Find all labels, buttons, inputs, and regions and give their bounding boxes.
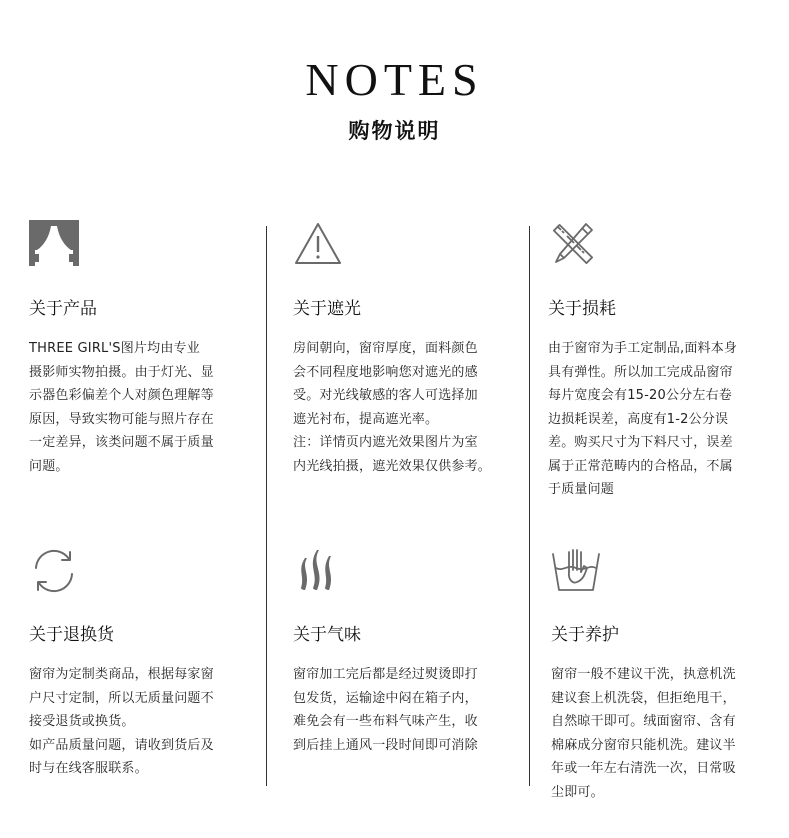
body-line: 受。对光线敏感的客人可选择加 <box>293 388 478 403</box>
cell-heading: 关于产品 <box>29 299 97 319</box>
cell-heading: 关于遮光 <box>293 299 361 319</box>
body-line: 每片宽度会有15-20公分左右卷 <box>548 388 732 403</box>
body-line: 属于正常范畴内的合格品，不属 <box>548 458 733 474</box>
body-line: 摄影师实物拍摄。由于灯光、显 <box>29 364 214 380</box>
body-line: 内光线拍摄，遮光效果仅供参考。 <box>293 458 492 474</box>
cell-heading: 关于损耗 <box>548 299 616 319</box>
warning-icon <box>293 220 343 270</box>
cell-body <box>29 663 254 781</box>
cell-body <box>293 337 518 478</box>
body-line: 问题。 <box>29 458 69 474</box>
body-line: 棉麻成分窗帘只能机洗。建议半 <box>551 737 736 753</box>
page-subtitle: 购物说明 <box>348 119 441 143</box>
body-line: 于质量问题 <box>548 482 615 497</box>
divider-line-2 <box>529 226 530 786</box>
body-line: 由于窗帘为手工定制品,面料本身 <box>548 341 738 356</box>
ruler-pencil-icon <box>548 220 598 270</box>
cell-heading: 关于退换货 <box>29 625 114 645</box>
body-line: 一定差异，该类问题不属于质量 <box>29 435 214 450</box>
body-line: 窗帘一般不建议干洗，执意机洗 <box>551 667 736 682</box>
curtain-icon <box>29 220 79 270</box>
body-line: 示器色彩偏差个人对颜色理解等 <box>29 388 214 403</box>
cell-heading: 关于气味 <box>293 625 361 645</box>
body-line: 如产品质量问题，请收到货后及 <box>29 737 214 753</box>
body-line: 房间朝向，窗帘厚度，面料颜色 <box>293 341 478 356</box>
body-line: 到后挂上通风一段时间即可消除 <box>293 737 478 753</box>
body-line: 包发货，运输途中闷在箱子内， <box>293 690 478 706</box>
body-line: 遮光衬布，提高遮光率。 <box>293 411 439 427</box>
exchange-icon <box>29 546 79 596</box>
body-line: 接受退货或换货。 <box>29 714 135 729</box>
hand-wash-icon <box>551 546 601 596</box>
page-title: NOTES <box>305 54 484 105</box>
cell-body <box>293 663 518 757</box>
divider-line-1 <box>266 226 267 786</box>
body-line: 具有弹性。所以加工完成品窗帘 <box>548 364 733 380</box>
body-line: 时与在线客服联系。 <box>29 761 148 776</box>
body-line: 原因，导致实物可能与照片存在 <box>29 411 214 427</box>
body-line: 难免会有一些布料气味产生，收 <box>293 714 478 729</box>
body-line: THREE GIRL'S图片均由专业 <box>29 341 200 356</box>
body-line: 尘即可。 <box>551 784 604 800</box>
body-line: 户尺寸定制，所以无质量问题不 <box>29 690 214 706</box>
smell-icon <box>293 546 343 596</box>
body-line: 窗帘为定制类商品，根据每家窗 <box>29 667 214 682</box>
cell-body <box>29 337 254 478</box>
cell-heading: 关于养护 <box>551 625 619 645</box>
body-line: 注：详情页内遮光效果图片为室 <box>293 435 478 450</box>
cell-body <box>551 663 776 804</box>
body-line: 自然晾干即可。绒面窗帘、含有 <box>551 714 736 729</box>
body-line: 会不同程度地影响您对遮光的感 <box>293 364 478 380</box>
body-line: 边损耗误差，高度有1-2公分误 <box>548 411 729 427</box>
body-line: 年或一年左右清洗一次，日常吸 <box>551 761 736 776</box>
body-line: 窗帘加工完后都是经过熨烫即打 <box>293 667 478 682</box>
body-line: 差。购买尺寸为下料尺寸，误差 <box>548 435 733 450</box>
body-line: 建议套上机洗袋，但拒绝甩干， <box>551 690 736 706</box>
cell-body <box>548 337 773 502</box>
